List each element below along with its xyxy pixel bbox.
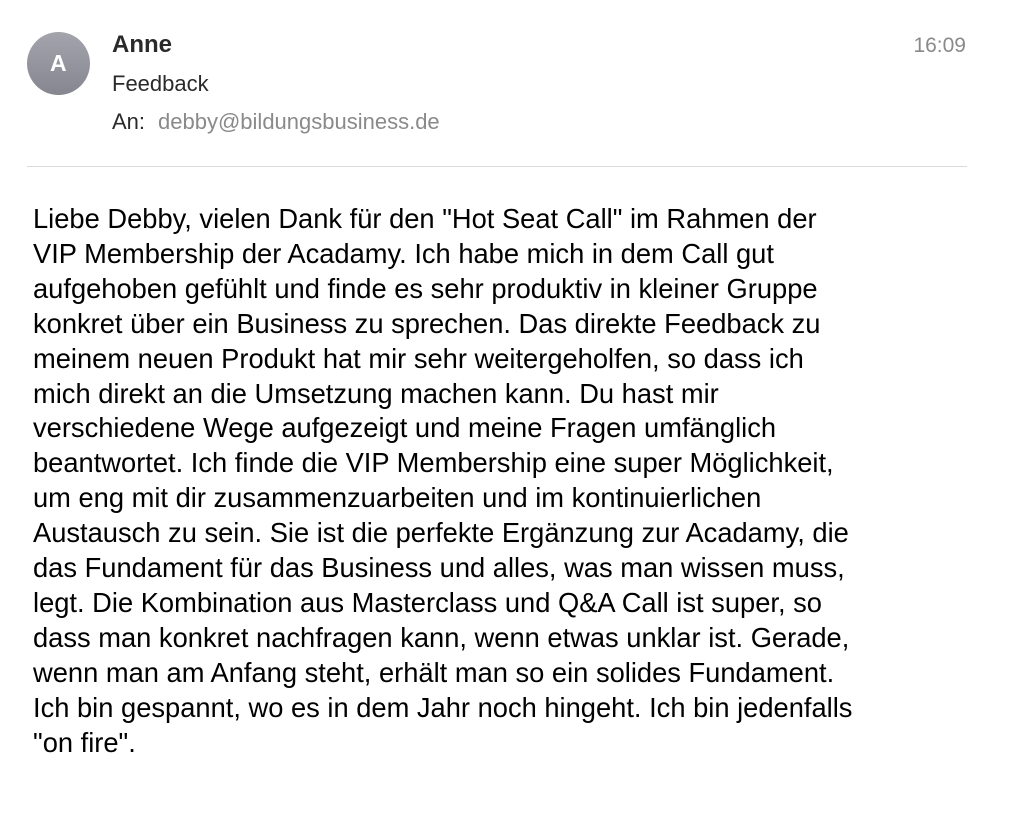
recipient-row	[112, 109, 440, 135]
body-line: verschiedene Wege aufgezeigt und meine Fragen umfänglich	[33, 412, 777, 444]
body-line: Ich bin gespannt, wo es in dem Jahr noch hingeht. Ich bin jedenfalls	[33, 691, 853, 723]
body-line: das Fundament für das Business und alles, was man wissen muss,	[33, 552, 845, 584]
body-line: meinem neuen Produkt hat mir sehr weitergeholfen, so dass ich	[33, 342, 804, 374]
email-time: 16:09	[913, 34, 966, 57]
body-line: beantwortet. Ich finde die VIP Membership eine super Möglichkeit,	[33, 447, 834, 479]
body-line: "on fire".	[33, 726, 136, 758]
body-line: wenn man am Anfang steht, erhält man so ein solides Fundament.	[33, 656, 835, 688]
email-body	[33, 202, 993, 761]
body-line: VIP Membership der Acadamy. Ich habe mich in dem Call gut	[33, 237, 774, 269]
recipient-address[interactable]: debby@bildungsbusiness.de	[158, 109, 440, 134]
sender-avatar	[27, 32, 90, 95]
body-line: Austausch zu sein. Sie ist die perfekte Ergänzung zur Acadamy, die	[33, 517, 849, 549]
avatar-initial: A	[49, 50, 68, 76]
body-line: dass man konkret nachfragen kann, wenn etwas unklar ist. Gerade,	[33, 621, 850, 653]
recipient-label: An:	[112, 109, 146, 134]
body-line: legt. Die Kombination aus Masterclass und Q&A Call ist super, so	[33, 586, 822, 618]
body-line: um eng mit dir zusammenzuarbeiten und im kontinuierlichen	[33, 482, 762, 514]
body-line: aufgehoben gefühlt und finde es sehr produktiv in kleiner Gruppe	[33, 272, 818, 304]
body-line: mich direkt an die Umsetzung machen kann. Du hast mir	[33, 377, 719, 409]
header-divider	[27, 166, 967, 167]
sender-name: Anne	[112, 31, 172, 58]
body-line: konkret über ein Business zu sprechen. Das direkte Feedback zu	[33, 307, 821, 339]
email-subject: Feedback	[112, 71, 209, 96]
body-line: Liebe Debby, vielen Dank für den "Hot Seat Call" im Rahmen der	[33, 203, 817, 234]
